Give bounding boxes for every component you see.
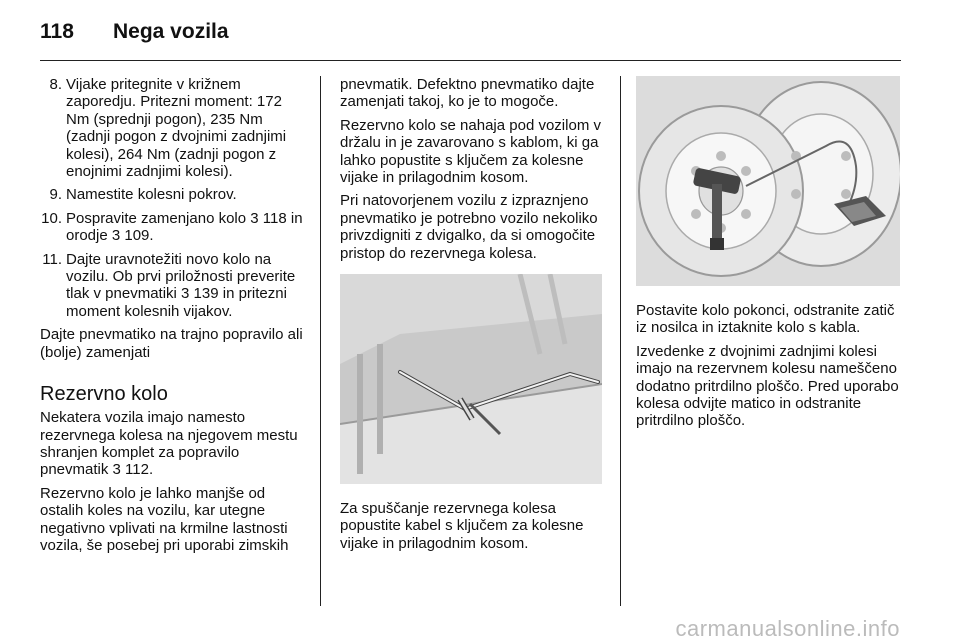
page-title: Nega vozila [113, 20, 229, 43]
paragraph: Nekatera vozila imajo namesto rezervnega kolesa na njegovem mestu shranjen komplet za popravilo pnevmatik 3 112. [40, 409, 298, 479]
paragraph: pnevmatik. Defektno pnevmatiko dajte zamenjati takoj, ko je to mogoče. [340, 76, 595, 111]
paragraph: Izvedenke z dvojnimi zadnjimi kolesi imajo na rezervnem kolesu nameščeno dodatno pritrdilno ploščo. Pred uporabo kolesa odvijte matico in odstranite pritrdilno ploščo. [636, 342, 899, 430]
column-2 [340, 76, 606, 558]
list-item-number: 8. [49, 76, 62, 93]
column-divider-1 [320, 76, 321, 606]
list-item [40, 186, 308, 203]
list-item [40, 251, 308, 321]
section-heading: Rezervno kolo [40, 383, 168, 406]
list-item-text: Dajte uravnotežiti novo kolo na vozilu. Ob prvi priložnosti preverite tlak v pnevmatiki 3 139 in pritezni moment kolesnih vijakov. [66, 250, 296, 320]
list-item [40, 210, 308, 245]
paragraph: Rezervno kolo se nahaja pod vozilom v držalu in je zavarovano s kablom, ki ga lahko popustite s ključem za kolesne vijake in prilagodnim kosom. [340, 116, 601, 187]
spare-wheel-illustration [636, 76, 900, 286]
list-item-number: 11. [42, 250, 62, 268]
list-item-text: Namestite kolesni pokrov. [66, 186, 237, 204]
column-1 [40, 76, 308, 560]
paragraph: Pri natovorjenem vozilu z izpraznjeno pnevmatiko je potrebno vozilo nekoliko privzdigniti z dvigalko, da si omogočite pristop do rezervnega kolesa. [340, 192, 598, 262]
column-divider-2 [620, 76, 621, 606]
list-item-number: 9. [49, 186, 62, 204]
header-rule [40, 60, 901, 61]
list-item-text: Pospravite zamenjano kolo 3 118 in orodje 3 109. [66, 209, 303, 245]
paragraph: Rezervno kolo je lahko manjše od ostalih koles na vozilu, kar utegne negativno vplivati na krmilne lastnosti vozila, še posebej pri uporabi zimskih [40, 484, 289, 554]
list-item [40, 76, 308, 180]
column-3 [636, 76, 902, 436]
list-item-number: 10. [41, 209, 62, 227]
paragraph: Postavite kolo pokonci, odstranite zatič iz nosilca in iztaknite kolo s kabla. [636, 302, 895, 337]
page-number: 118 [40, 20, 74, 43]
watermark: carmanualsonline.info [675, 616, 900, 641]
spare-wheel-lowering-illustration [340, 274, 602, 484]
paragraph: Dajte pnevmatiko na trajno popravilo ali (bolje) zamenjati [40, 326, 303, 361]
list-item-text: Vijake pritegnite v križnem zaporedju. Pritezni moment: 172 Nm (sprednji pogon), 235 Nm (zadnji pogon z dvojnimi zadnjimi kolesi), 264 Nm (zadnji pogon z enojnimi zadnjimi kolesi). [66, 76, 287, 181]
figure-caption: Za spuščanje rezervnega kolesa popustite kabel s ključem za kolesne vijake in prilagodnim kosom. [340, 500, 584, 552]
